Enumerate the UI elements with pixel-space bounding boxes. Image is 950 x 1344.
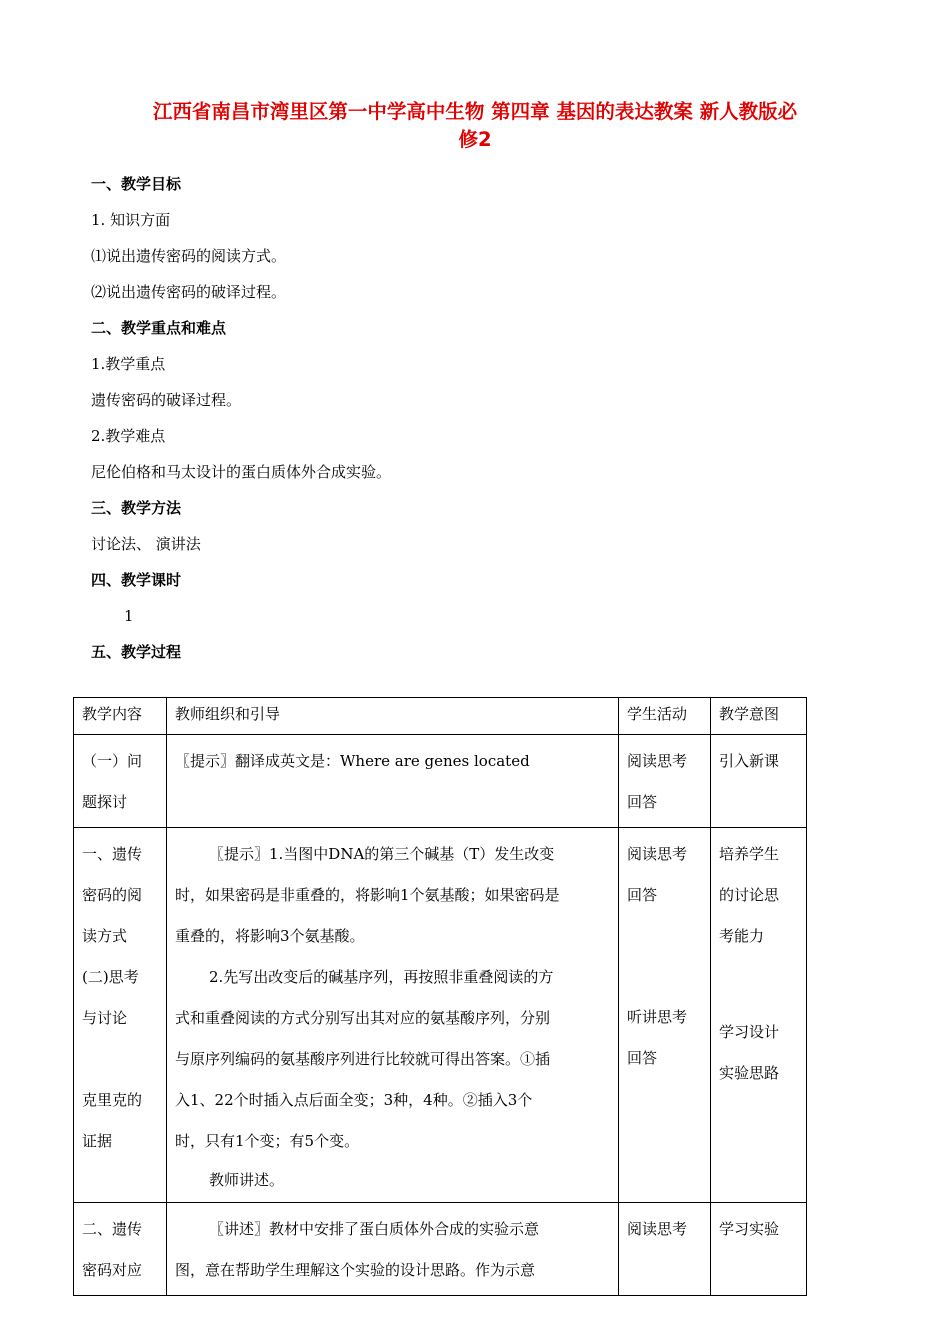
methods-text: 讨论法、 演讲法 — [91, 535, 201, 553]
title-line-1: 江西省南昌市湾里区第一中学高中生物 第四章 基因的表达教案 新人教版必 — [152, 100, 798, 123]
row1-student-cell — [619, 735, 711, 828]
teaching-process-table — [73, 697, 807, 1296]
difficulty-text: 尼伦伯格和马太设计的蛋白质体外合成实验。 — [91, 463, 392, 481]
cell-text: 阅读思考 — [627, 1220, 688, 1238]
periods-value: 1 — [124, 607, 134, 625]
row3-student-cell — [619, 1203, 711, 1296]
cell-text: 式和重叠阅读的方式分别写出其对应的氨基酸序列，分别 — [175, 1009, 551, 1027]
cell-text: 证据 — [82, 1132, 113, 1150]
cell-text: (二)思考 — [82, 968, 139, 986]
difficulty-label: 2.教学难点 — [91, 427, 166, 445]
cell-text: 时，如果密码是非重叠的，将影响1个氨基酸；如果密码是 — [175, 886, 560, 904]
cell-text: 实验思路 — [719, 1064, 780, 1082]
cell-text: 回答 — [627, 1049, 658, 1067]
cell-text: 一、遗传 — [82, 845, 143, 863]
row1-intent-cell — [711, 735, 807, 828]
key-point-text: 遗传密码的破译过程。 — [91, 391, 242, 409]
document-title — [90, 98, 860, 154]
cell-text: 密码的阅 — [82, 886, 143, 904]
cell-text: 阅读思考 — [627, 752, 688, 770]
cell-text: 培养学生 — [719, 845, 780, 863]
title-line-2: 修2 — [458, 128, 492, 151]
table-row — [74, 1203, 807, 1296]
cell-text: 〖提示〗1.当图中DNA的第三个碱基（T）发生改变 — [209, 845, 555, 863]
key-point-label: 1.教学重点 — [91, 355, 166, 373]
objective-knowledge: 1. 知识方面 — [91, 211, 171, 229]
cell-text: 回答 — [627, 886, 658, 904]
table-row — [74, 828, 807, 1203]
header-student: 学生活动 — [619, 698, 711, 735]
header-intent: 教学意图 — [711, 698, 807, 735]
cell-text: 克里克的 — [82, 1091, 143, 1109]
cell-text: 学习实验 — [719, 1220, 780, 1238]
row3-content-cell — [74, 1203, 167, 1296]
cell-text: 引入新课 — [719, 752, 780, 770]
cell-text: 图，意在帮助学生理解这个实验的设计思路。作为示意 — [175, 1261, 536, 1279]
cell-text: 的讨论思 — [719, 886, 780, 904]
cell-text: 〖提示〗翻译成英文是：Where are genes located — [175, 752, 530, 770]
header-content: 教学内容 — [74, 698, 167, 735]
cell-text: 二、遗传 — [82, 1220, 143, 1238]
section-heading-key-points: 二、教学重点和难点 — [91, 319, 227, 337]
cell-text: 回答 — [627, 793, 658, 811]
row3-intent-cell — [711, 1203, 807, 1296]
row1-teacher-cell — [167, 735, 619, 828]
cell-text: 重叠的，将影响3个氨基酸。 — [175, 927, 365, 945]
row2-student-cell — [619, 828, 711, 1203]
row2-intent-cell — [711, 828, 807, 1203]
table-row — [74, 735, 807, 828]
cell-text: 听讲思考 — [627, 1008, 688, 1026]
section-heading-process: 五、教学过程 — [91, 643, 182, 661]
cell-text: 题探讨 — [82, 793, 128, 811]
row2-teacher-cell — [167, 828, 619, 1203]
cell-text: 2.先写出改变后的碱基序列，再按照非重叠阅读的方 — [209, 968, 554, 986]
cell-text: 学习设计 — [719, 1023, 780, 1041]
cell-text: 与讨论 — [82, 1009, 128, 1027]
cell-text: 考能力 — [719, 927, 765, 945]
section-heading-periods: 四、教学课时 — [91, 571, 182, 589]
row2-content-cell — [74, 828, 167, 1203]
section-heading-objectives: 一、教学目标 — [91, 175, 182, 193]
objective-item-1: ⑴说出遗传密码的阅读方式。 — [91, 247, 287, 265]
section-heading-methods: 三、教学方法 — [91, 499, 182, 517]
cell-text: （一）问 — [82, 752, 143, 770]
cell-text: 教师讲述。 — [209, 1171, 285, 1189]
row3-teacher-cell — [167, 1203, 619, 1296]
header-teacher: 教师组织和引导 — [167, 698, 619, 735]
cell-text: 与原序列编码的氨基酸序列进行比较就可得出答案。①插 — [175, 1050, 551, 1068]
cell-text: 时，只有1个变；有5个变。 — [175, 1132, 360, 1150]
objective-item-2: ⑵说出遗传密码的破译过程。 — [91, 283, 287, 301]
cell-text: 读方式 — [82, 927, 128, 945]
row1-content-cell — [74, 735, 167, 828]
cell-text: 密码对应 — [82, 1261, 143, 1279]
cell-text: 入1、22个时插入点后面全变；3种，4种。②插入3个 — [175, 1091, 533, 1109]
table-header-row — [74, 698, 807, 735]
cell-text: 阅读思考 — [627, 845, 688, 863]
cell-text: 〖讲述〗教材中安排了蛋白质体外合成的实验示意 — [209, 1220, 540, 1238]
